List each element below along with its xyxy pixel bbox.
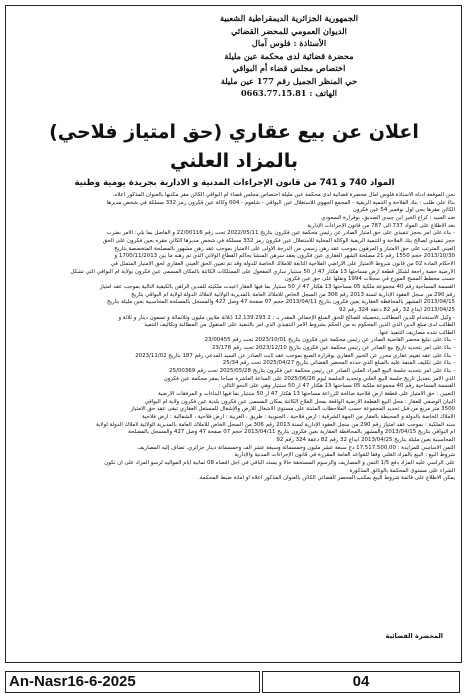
body-line: بعد الاطلاع على المواد 737 الى 787 من قانون الإجراءات الإدارية [307, 222, 455, 229]
header-line: محضرة قضائية لدى محكمة عين مليلة [224, 50, 354, 61]
newspaper-date: An-Nasr16-6-2025 [5, 671, 260, 693]
header-line: الأستاذة : فلوس آمال [251, 38, 327, 48]
notice-header [139, 12, 439, 100]
header-line: حي المنظر الجميل رقم 177 عين مليلة [220, 75, 358, 86]
body-line: حسب مخطط المسح الموزع في سجلات 1994 ونقلها على حق عين فكرون [284, 276, 455, 283]
header-line: الهاتف : 0663.77.15.81 [240, 88, 338, 98]
notice-title-block [18, 118, 450, 176]
body-line: - بناءً على تكليف المنفذ عليه بالمبلغ الذي حدده المحضر القضائي بتاريخ 2025/04/27 تحت رقم 25/34 [222, 360, 455, 367]
body-line: 2013/10/30 حجم 1550 رقم 21 مصلحة الشهر العقاري عين فكرون بعقد سرهن المنشأ بحاكم القطاع الولائي الذي تم رهنه ما بين 1700/11/2013 و [114, 253, 455, 260]
body-line: المحاسبية بعين مليلة بتاريخ 2013/04/25 ايداع 32 رقم 82 دعقة 324 رقم 92 [276, 437, 455, 443]
body-line: الثمن الأساسي للمزايدة : 17.517.500,00 دج سبعة عشر مليون وخمسمائة وسبعة عشر ألف وخمسمائة دينار جزائري، تضاف إليه المصاريف [137, 444, 455, 451]
notice-title-secondary: بالمزاد العلني [170, 150, 298, 172]
body-line: 2013/04/25 ايداع 32 رقم 82 دعقة 324 رقم 92 [338, 306, 455, 313]
page-number: 04 [262, 671, 460, 693]
body-line: العيني المترتب على حق الامتياز و المرهون بموجب عقد رهن رسمي من الدرجة الأولى على الامتياز بموجب عقد رهن مشهور بالمصلحة المتخصصة بتاريخ [114, 245, 455, 252]
body-line: البيان الوصفي للعقار : محل البيع القطعة الأرضية الواقعة بمحل الفلاح الكائنة بمكان المسمى عين فكرون بلدية عين فكرون ولاية أم البواقي [144, 398, 455, 405]
body-line: القسمة المساحية رقم 40 مجموعة ملكية 05 مساحتها 13 هكتار 47 آر 50 سنتيار وهي على النحو التالي : [218, 383, 455, 390]
body-line: الأرضية حصة راجعة لشكل قطعة أرض مساحتها 13 هكتار 47 آر 50 سنتيار ساري المفعول على الممتلكات الكائنة بالمكان المسمى عين فكرون بولاية أم البواقي التي تشكل [70, 268, 455, 275]
notice-subtitle: المواد 740 و 741 من قانون الإجراءات المدنية و الادارية بجريدة يومية وطنية [74, 178, 395, 188]
header-line: الديوان العمومي للمحضر القضائي [231, 25, 347, 36]
body-line: 2013/04/15 المشهر بالمحافظة العقارية بعين فكرون بتاريخ 2013/04/11 حجم 07 صفحة 47 وصل 427 والمسجل بالمصلحة المحاسبية بعين مليلة بتاريخ [106, 299, 455, 306]
body-line: الشراء على مستوى المحكمة بالوثائق المذكورة [349, 467, 455, 474]
body-line: شروط البيع : البيع بالمزاد العلني وفقا للقواعد العامة المقررة في قانون الإجراءات المدنية والإدارية [234, 452, 455, 459]
body-line: بناءً على طلب : بنك الفلاحة و التنمية الريفية - المجمع الجهوي للاستغلال عين البواقي - شلغوم - 004 وكالة عين فكرون رمز 332 مسلكة في شخص مديرها [106, 199, 455, 206]
body-line: - بناءً على تبليغ محضر القاضية الصادر عن رئيس محكمة عين فكرون بتاريخ 2023/10/01 تحت رقم 23/00455 [204, 337, 455, 344]
body-line: ضد السيد : كراع الخير ابن جيدي الصديق، بوقرارة السعودي [321, 214, 455, 221]
body-line: - بناء على أمر بحجز تنفيذي على حق امتياز الصادر عن رئيس محكمة عين فكرون بتاريخ 2022/05/11 تحت رقم 22/00116 و الفاصل بما يلي: الأمر بضرب [106, 230, 455, 237]
body-line: نحن الموقعة أدناه الأستاذة فلوس آمال محضرة قضائية لدى محكمة عين مليلة اختصاص مجلس قضاء أم البواقي الكائن مقر مكتبها بالعنوان المذكور أعلاه. [112, 192, 455, 198]
body-line: الذي الأمر بتعديل تاريخ جلسة البيع العلني وتحديد الجلسة ليوم 2025/06/26 على الساعة العاشرة صباحا بمقر محكمة عين فكرون [163, 375, 455, 382]
body-line: سند الملكية : بموجب عقد امتياز رقم 290 من سجل العقود الإدارية لسنة 2013 رقم 306 من السجل الخاص للاملاك العامة بالمديرية الولائية لأملاك الدولة لولاية [95, 421, 455, 428]
body-line: الكائن مقرها بحي أول نوفمبر 54 عين فكرون [352, 207, 455, 214]
signature-label: المحضرة القضائية [385, 632, 443, 640]
body-line: - وكيل الاستخدام للدين المطالب بتحصيله للصالح للحق المبلغ الإجمالي المقدر بـ : 12.139.293.2 (ثلاثة ملايين مليون وثلاثمائة و تسعون دينار و ثلاثة و [118, 314, 455, 321]
body-line: على الراسي عليه المزاد دفع 1/5 الثمن و المصاريف والرسوم المستحقة حالا و يسدد الباقي في أجل أقصاه 08 ثمانية أيام المواليه لرسو المزاد على أن تكون [104, 459, 455, 466]
body-line: - بناءً على أمر بتحديد تاريخ بيع الصادر عن رئيس محكمة عين فكرون بتاريخ 2023/12/10 تحت رقم 23/178 [211, 345, 455, 352]
body-line: - بناءً على عقد تقييم عقاري محرر عن الخبير العقاري بوقرارة الصبغ بموجب عقد ثابت الصادر عن السيد المدعي رقم 187 بتاريخ 2023/11/02 [135, 352, 455, 359]
body-line: أم البواقي بتاريخ 2013/04/15 والمشهر بالمحافظة العقارية بعين فكرون بتاريخ 2013/04/11 حجم 07 صفحة 47 وصل 427 والمسجل بالمصلحة [128, 429, 455, 436]
body-line: الأملاك الخاصة بالدولة و المحيطة بالعقار من الجهة الشرقية : أرض فلاحية ، الجنوبية : طريق ، الغربية : أرض فلاحية ، الشمالية : أرض فلاحية [142, 414, 455, 421]
body-line: الأحكام المادة 02 من قانون شروط الامتياز على الأراضي الفلاحية التابعة للأملاك الخاصة للدولة وقد تم تعيين الحق العيني العقاري لحق الامتياز المتمثل في [110, 260, 455, 267]
notice-body [14, 192, 455, 622]
header-line: اختصاص مجلس قضاء أم البواقي [232, 63, 346, 73]
body-line: القسمة المساحية رقم 40 مجموعة ملكية 05 مساحتها 13 هكتار 47 آر 50 سنتيار بما فيها العقار أعيدت ملكيته للمدين الراهن بالكيفية التالية بموجب عقد امتياز [99, 283, 455, 290]
body-line: رقم 290 من سجل العقود الإدارية لسنة 2013 رقم 306 من السجل الخاص للاملاك العامة بالمديرية الولائية لأملاك الدولة لولاية ام البواقي بتاريخ [131, 291, 455, 298]
body-line: 3500 متر مربع من قبل تحديد المجموعة حسب الملاحظات المثبتة على مستوى الأشغال للأرض والإشغال للمستغل العقاري تبقى عقد حق الامتياز [130, 406, 455, 413]
body-line: التعيين : حق الامتياز على قطعة أرض فلاحية صالحة للزراعة مساحتها 13 هكتار 47 آر 50 سنتيار بما فيها البناءات و المرفقات الأرضية [158, 391, 455, 398]
body-line: حجز تنفيذي لصالح بنك الفلاحة و التنمية الريفية الوكالة المحلية للاستغلال عين فكرون رمز 332 مسلكة في شخص مديرها الكائن مقره بعين فكرون على الحق [102, 237, 455, 244]
body-line: الطالب شده مصاريف التنفيذ عنها. [378, 329, 455, 336]
header-line: الجمهورية الجزائرية الديمقراطية الشعبية [219, 13, 359, 23]
body-line: يمكن الاطلاع على قائمة شروط البيع بمكتب المحضر القضائي الكائن بالعنوان المذكور أعلاه أو أمانة ضبط المحكمة. [198, 475, 455, 482]
body-line: الطالب لدى مبلغ الدين الذي الدين المحكوم به من الحكم بشروط الأمر التنفيذي الذي أمر بالتنفيذ على المنقول من المطالبة وتكاليف التنفيذ [144, 322, 455, 329]
body-line: - بناءً على أمر بتحديد جلسة البيع المراد العلني الصادر عن رئيس محكمة عين فكرون بتاريخ 2025/05/28 تحت رقم 25/00369 [169, 368, 455, 375]
notice-title: اعلان عن بيع عقاري (حق امتياز فلاحي) [49, 121, 419, 143]
